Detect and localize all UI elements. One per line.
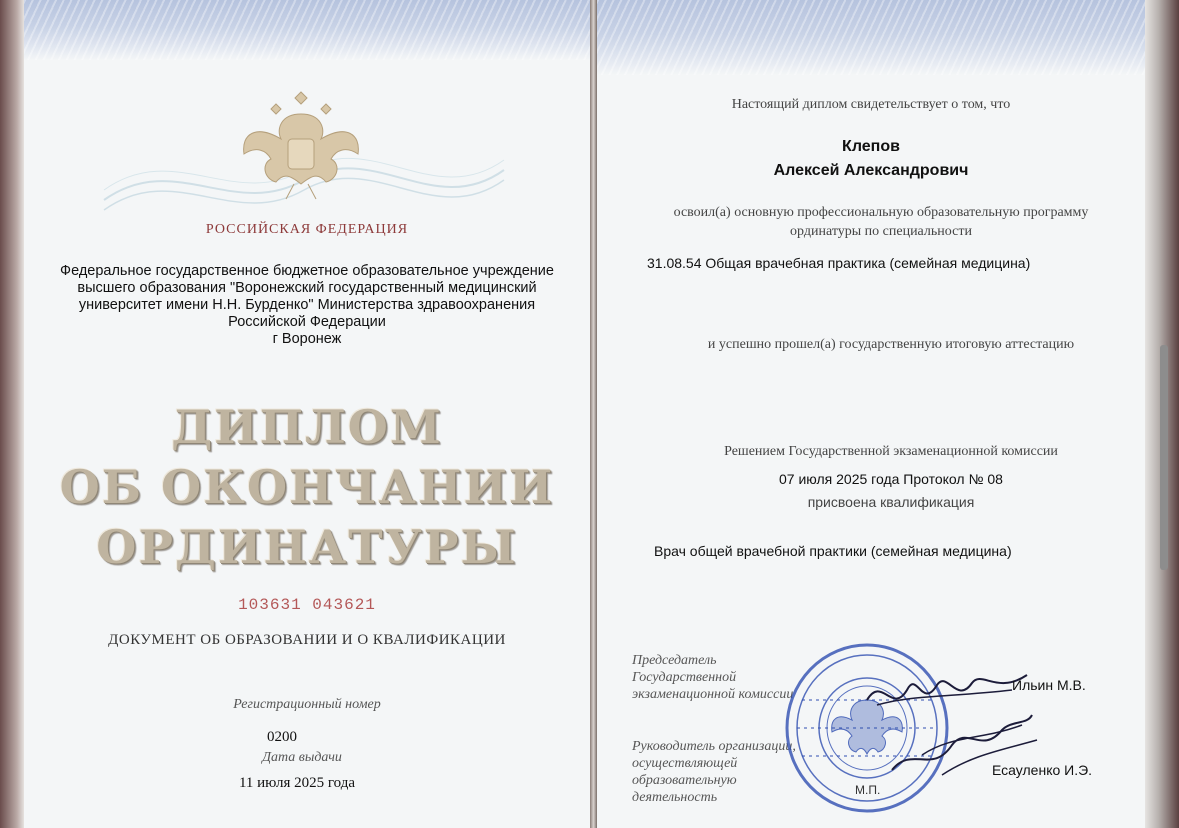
chair-label-line: Государственной: [632, 670, 737, 685]
certifies-statement: Настоящий диплом свидетельствует о том, что: [731, 97, 1011, 112]
registration-number-label: Регистрационный номер: [233, 697, 381, 712]
graduate-surname: Клепов: [842, 138, 900, 155]
top-ornament-band: [24, 0, 590, 60]
program-statement: [617, 203, 1145, 241]
specialty: 31.08.54 Общая врачебная практика (семейная медицина): [647, 255, 1031, 271]
document-type: ДОКУМЕНТ ОБ ОБРАЗОВАНИИ И О КВАЛИФИКАЦИИ: [108, 632, 506, 648]
chair-label-line: Председатель: [632, 653, 717, 668]
seal-place-label: М.П.: [855, 783, 881, 797]
decision-date-protocol: 07 июля 2025 года Протокол № 08: [779, 471, 1003, 487]
attestation-statement: и успешно прошел(а) государственную итоговую аттестацию: [707, 337, 1075, 352]
book-spine: [590, 0, 597, 828]
head-label-line: Руководитель организации,: [632, 739, 796, 754]
issue-date-label: Дата выдачи: [262, 750, 342, 765]
diploma-title-line-1: ДИПЛОМ: [171, 400, 443, 454]
diploma-title-line-3: ОРДИНАТУРЫ: [96, 520, 518, 574]
left-page: [24, 0, 590, 828]
qualification-assigned-label: присвоена квалификация: [807, 494, 975, 510]
institution-name: [44, 263, 570, 348]
diploma-title-line-2: ОБ ОКОНЧАНИИ: [59, 460, 555, 514]
head-label-line: осуществляющей образовательную: [632, 756, 738, 788]
chair-label-line: экзаменационной комиссии: [632, 687, 794, 702]
institution-line: университет имени Н.Н. Бурденко" Министерства здравоохранения: [78, 297, 536, 313]
coat-of-arms-icon: [236, 84, 366, 204]
cover-strip: [1160, 345, 1168, 570]
left-cover-edge: [0, 0, 24, 828]
institution-line: Российской Федерации: [228, 314, 386, 330]
institution-line: высшего образования "Воронежский государственный медицинский: [77, 280, 537, 296]
qualification: Врач общей врачебной практики (семейная медицина): [654, 543, 1012, 559]
country-name: РОССИЙСКАЯ ФЕДЕРАЦИЯ: [205, 222, 409, 237]
issue-date: 11 июля 2025 года: [238, 775, 356, 791]
right-cover-edge: [1145, 0, 1179, 828]
commission-decision: Решением Государственной экзаменационной комиссии: [724, 444, 1058, 459]
head-label-line: деятельность: [632, 790, 718, 805]
registration-number: 0200: [267, 729, 297, 745]
right-page: [597, 0, 1145, 828]
institution-line: Федеральное государственное бюджетное образовательное учреждение: [60, 263, 554, 279]
program-statement-line: ординатуры по специальности: [790, 224, 972, 239]
institution-line: г Воронеж: [272, 331, 342, 347]
chair-name: Ильин М.В.: [1012, 677, 1086, 693]
program-statement-line: освоил(а) основную профессиональную образовательную программу: [673, 205, 1089, 220]
graduate-given-names: Алексей Александрович: [773, 162, 969, 179]
head-name: Есауленко И.Э.: [992, 762, 1093, 778]
top-ornament-band: [597, 0, 1145, 75]
serial-number: 103631 043621: [238, 596, 376, 614]
